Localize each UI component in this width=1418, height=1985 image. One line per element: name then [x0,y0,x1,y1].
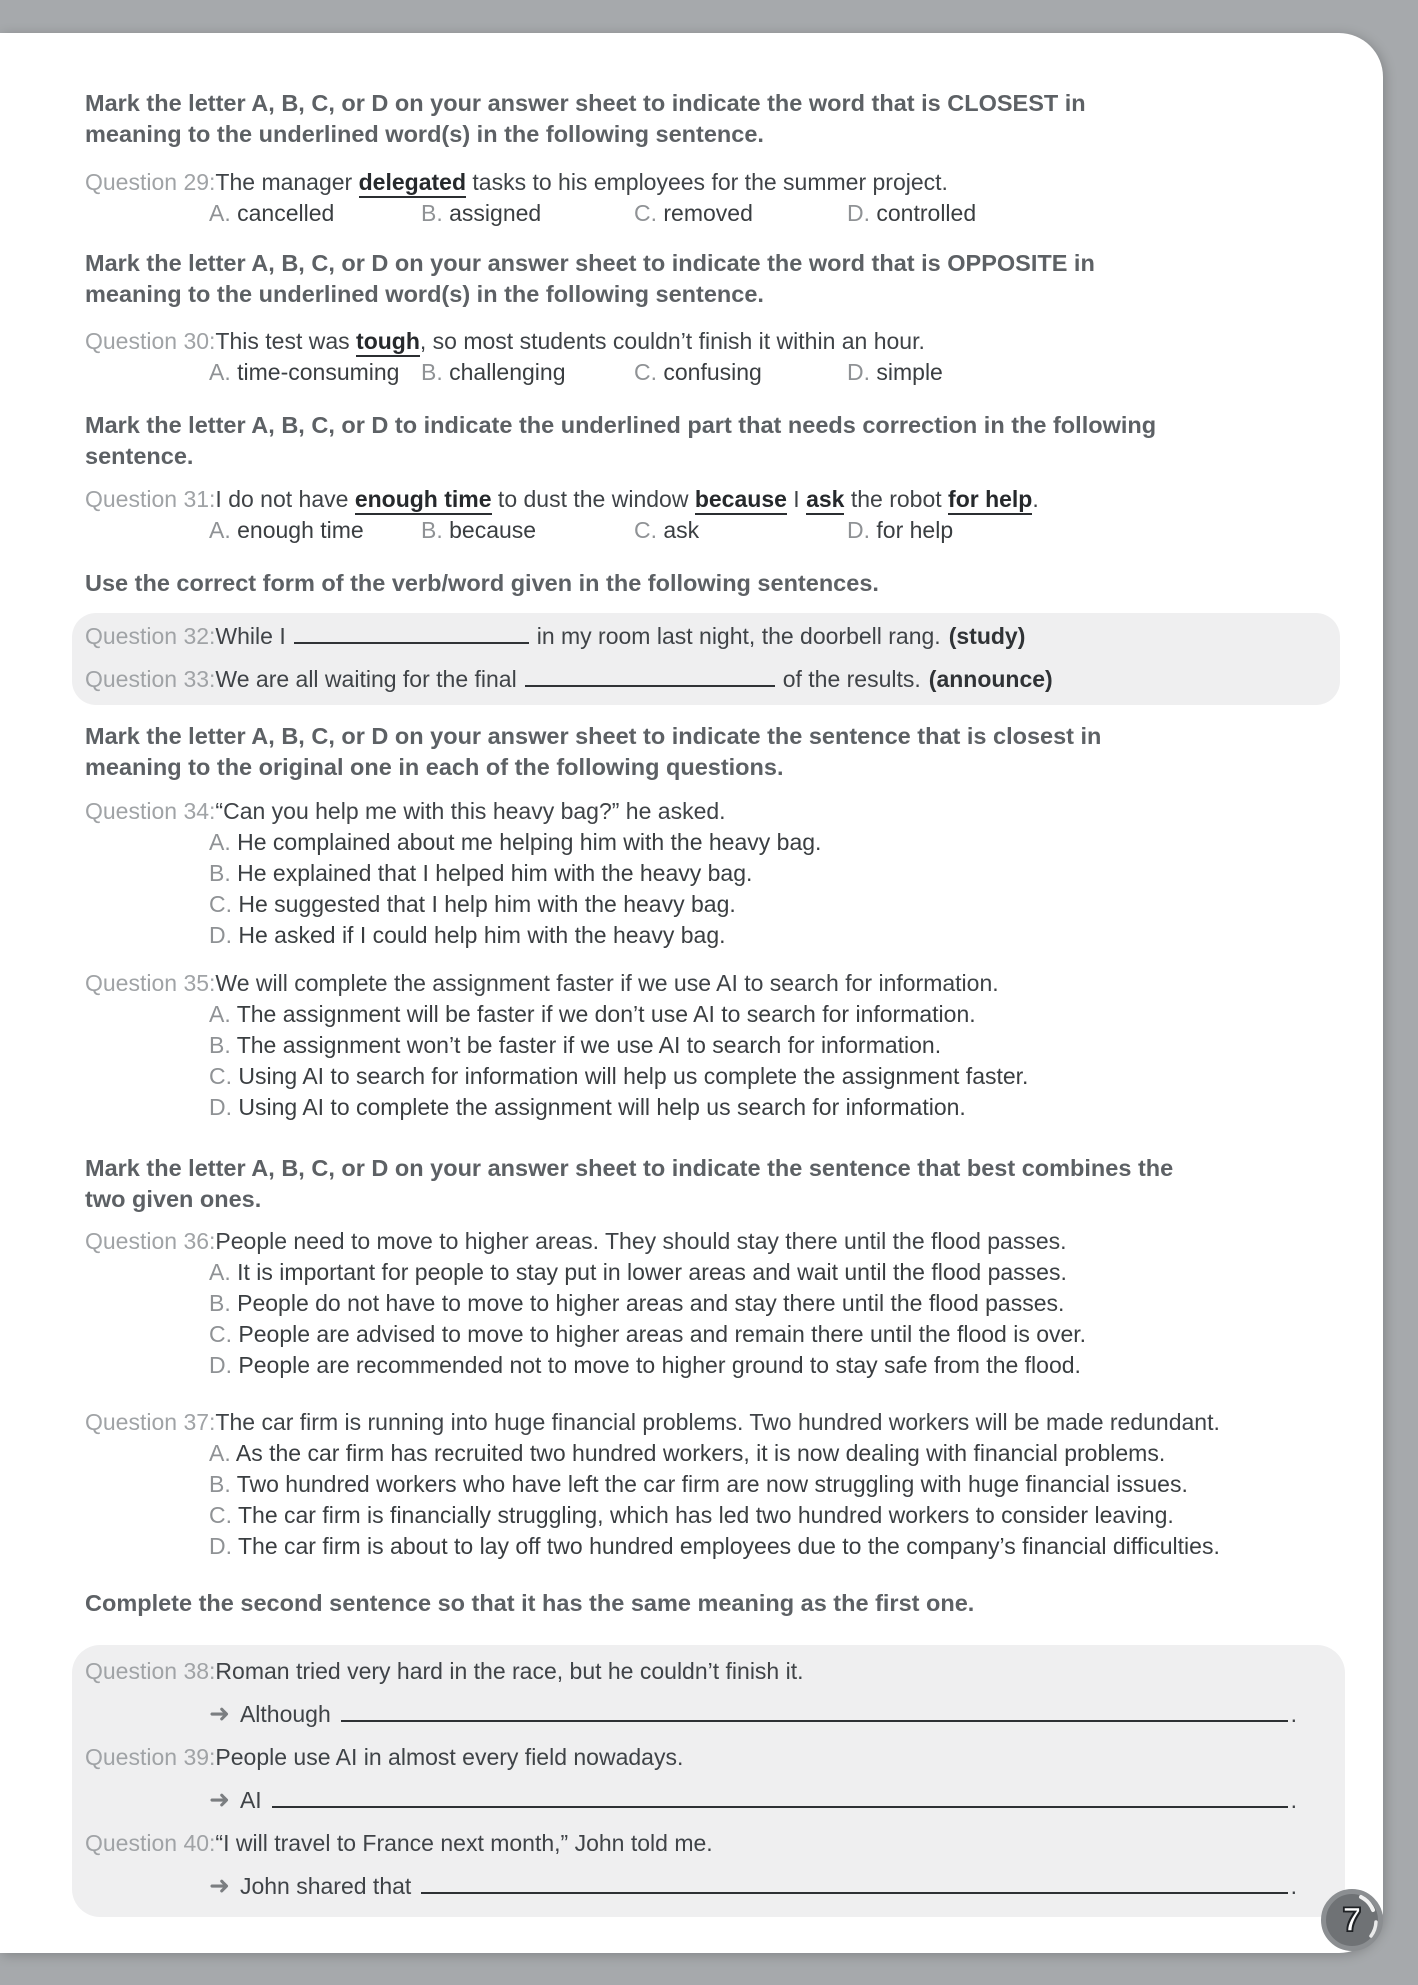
question-sentence: “I will travel to France next month,” John told me. [215,1830,713,1856]
header-line: two given ones. [85,1186,262,1212]
option-text: He complained about me helping him with the heavy bag. [237,829,822,855]
option-letter: B. [421,200,443,226]
option-text: He suggested that I help him with the heavy bag. [238,891,736,917]
worksheet-content [85,88,1370,1917]
option-text: The car firm is about to lay off two hundred employees due to the company’s financial difficulties. [237,1533,1220,1559]
option-c [634,357,847,388]
text: the robot [844,486,949,512]
question-label: Question 37: [85,1409,216,1435]
sentence-period: . [1290,1701,1297,1727]
question-label: Question 29: [85,169,216,195]
option-b [421,198,634,229]
question-37-line [85,1407,1370,1438]
question-sentence [215,167,948,198]
text: . [1032,486,1039,512]
question-30 [85,326,1370,388]
option-letter: B. [209,1471,231,1497]
option-letter: A. [209,517,231,543]
text: This test was [215,328,357,354]
option-letter: D. [209,1533,232,1559]
question-label: Question 36: [85,1228,216,1254]
answer-blank [294,642,529,644]
underlined-word: delegated [359,169,466,198]
question-29-line [85,167,1370,198]
option-text: controlled [876,200,977,226]
header-line: Complete the second sentence so that it has the same meaning as the first one. [85,1590,975,1616]
section-header-combine [85,1153,1370,1215]
option-c [634,515,847,546]
arrow-icon: ➜ [209,1700,230,1728]
section-header-opposite [85,248,1370,310]
option-letter: A. [209,1259,231,1285]
option-letter: A. [209,359,231,385]
question-sentence [215,664,1052,695]
answer-blank [421,1892,1287,1894]
header-line: Mark the letter A, B, C, or D on your answer sheet to indicate the sentence that is closest in [85,723,1102,749]
question-sentence: The car firm is running into huge financial problems. Two hundred workers will be made redundant. [215,1409,1220,1435]
question-label: Question 30: [85,328,216,354]
option-text: for help [876,517,954,543]
header-line: meaning to the original one in each of the following questions. [85,754,784,780]
answer-blank [272,1806,1288,1808]
underlined-word: tough [356,328,420,357]
question-34 [85,796,1370,951]
question-34-line [85,796,1370,827]
option-d [209,1350,1370,1381]
option-letter: D. [847,517,870,543]
arrow-icon: ➜ [209,1786,230,1814]
question-40 [85,1828,1297,1859]
option-d [209,1092,1370,1123]
question-35-line [85,968,1370,999]
question-30-line [85,326,1370,357]
option-a [209,198,421,229]
text: , so most students couldn’t finish it within an hour. [419,328,925,354]
option-letter: D. [209,922,232,948]
option-text: Using AI to search for information will help us complete the assignment faster. [238,1063,1029,1089]
header-line: Use the correct form of the verb/word given in the following sentences. [85,570,879,596]
question-sentence: Roman tried very hard in the race, but he couldn’t finish it. [215,1658,804,1684]
option-text: People are advised to move to higher areas and remain there until the flood is over. [238,1321,1087,1347]
arrow-icon: ➜ [209,1872,230,1900]
option-text: He asked if I could help him with the heavy bag. [238,922,726,948]
answer-options-row [209,515,1370,546]
option-letter: C. [634,359,657,385]
underlined-part: for help [948,486,1032,515]
answer-options-list [209,1438,1370,1562]
underlined-part: because [695,486,787,515]
header-line: Mark the letter A, B, C, or D to indicate the underlined part that needs correction in the following [85,412,1157,438]
option-d [209,1531,1370,1562]
question-sentence: People need to move to higher areas. They should stay there until the flood passes. [215,1228,1067,1254]
option-letter: C. [634,200,657,226]
rewrite-box [72,1645,1345,1917]
option-text: It is important for people to stay put in lower areas and wait until the flood passes. [237,1259,1067,1285]
option-b [209,858,1370,889]
option-b [421,357,634,388]
answer-options-row [209,198,1370,229]
option-text: because [449,517,537,543]
section-header-verb-form [85,568,1370,599]
question-label: Question 34: [85,798,216,824]
verb-hint: (announce) [928,666,1053,692]
option-a [209,827,1370,858]
option-letter: D. [847,359,870,385]
option-letter: B. [209,860,231,886]
answer-options-list [209,1257,1370,1381]
underlined-part: enough time [355,486,492,515]
question-sentence [215,326,924,357]
question-sentence: People use AI in almost every field nowadays. [215,1744,684,1770]
option-a [209,999,1370,1030]
underlined-part: ask [806,486,844,515]
text: I [786,486,807,512]
option-text: assigned [449,200,542,226]
header-line: Mark the letter A, B, C, or D on your answer sheet to indicate the sentence that best combines the [85,1155,1174,1181]
question-label: Question 38: [85,1658,216,1684]
option-letter: A. [209,1440,231,1466]
option-text: time-consuming [237,359,400,385]
section-header-correction [85,410,1370,472]
sentence-period: . [1290,1873,1297,1899]
option-text: The assignment won’t be faster if we use AI to search for information. [236,1032,942,1058]
option-d [847,357,1370,388]
answer-blank [341,1720,1288,1722]
option-letter: C. [209,1502,232,1528]
question-36-line [85,1226,1370,1257]
option-text: People are recommended not to move to higher ground to stay safe from the flood. [238,1352,1081,1378]
question-label: Question 33: [85,666,216,692]
option-letter: A. [209,1001,231,1027]
option-d [847,515,1370,546]
option-letter: D. [847,200,870,226]
question-sentence [215,484,1038,515]
option-d [847,198,1370,229]
question-32 [85,621,1340,652]
option-a [209,515,421,546]
answer-options-list [209,827,1370,951]
worksheet-page [0,33,1383,1953]
header-line: sentence. [85,443,194,469]
option-letter: C. [209,891,232,917]
option-text: As the car firm has recruited two hundred workers, it is now dealing with financial problems. [235,1440,1166,1466]
text: I do not have [215,486,355,512]
option-letter: D. [209,1352,232,1378]
answer-options-list [209,999,1370,1123]
option-c [209,889,1370,920]
option-a [209,1257,1370,1288]
question-sentence [215,621,1025,652]
text: While I [215,623,286,649]
question-36 [85,1226,1370,1381]
section-header-closest [85,88,1370,150]
option-letter: A. [209,200,231,226]
text: of the results. [782,666,921,692]
page-number: 7 [1342,1901,1362,1939]
option-c [209,1319,1370,1350]
question-39 [85,1742,1297,1773]
question-38 [85,1656,1297,1687]
question-sentence: “Can you help me with this heavy bag?” he asked. [215,798,726,824]
option-c [209,1061,1370,1092]
option-text: The car firm is financially struggling, which has led two hundred workers to consider leaving. [237,1502,1174,1528]
option-text: Two hundred workers who have left the car firm are now struggling with huge financial issues. [236,1471,1188,1497]
option-text: He explained that I helped him with the heavy bag. [237,860,753,886]
option-letter: B. [209,1290,231,1316]
option-letter: C. [209,1063,232,1089]
sentence-period: . [1290,1787,1297,1813]
option-text: confusing [663,359,762,385]
header-line: meaning to the underlined word(s) in the following sentence. [85,281,764,307]
option-letter: C. [209,1321,232,1347]
rewrite-prompt: John shared that [239,1873,412,1899]
header-line: Mark the letter A, B, C, or D on your answer sheet to indicate the word that is CLOSEST in [85,90,1086,116]
text: tasks to his employees for the summer project. [466,169,948,195]
question-37 [85,1407,1370,1562]
option-d [209,920,1370,951]
rewrite-line-40 [209,1871,1297,1902]
option-b [209,1469,1370,1500]
text: The manager [215,169,359,195]
rewrite-line-39 [209,1785,1297,1816]
question-31-line [85,484,1370,515]
option-c [209,1500,1370,1531]
option-text: enough time [237,517,364,543]
question-sentence: We will complete the assignment faster if we use AI to search for information. [215,970,999,996]
question-label: Question 40: [85,1830,216,1856]
fill-in-box [72,613,1340,705]
option-letter: D. [209,1094,232,1120]
header-line: meaning to the underlined word(s) in the following sentence. [85,121,764,147]
rewrite-prompt: AI [239,1787,262,1813]
option-b [209,1030,1370,1061]
option-a [209,1438,1370,1469]
option-text: The assignment will be faster if we don’t use AI to search for information. [236,1001,976,1027]
question-31 [85,484,1370,546]
option-letter: A. [209,829,231,855]
header-line: Mark the letter A, B, C, or D on your answer sheet to indicate the word that is OPPOSITE in [85,250,1095,276]
option-text: Using AI to complete the assignment will help us search for information. [238,1094,966,1120]
option-letter: C. [634,517,657,543]
option-text: challenging [449,359,566,385]
text: to dust the window [491,486,695,512]
rewrite-prompt: Although [239,1701,331,1727]
question-33 [85,664,1340,695]
question-label: Question 31: [85,486,216,512]
verb-hint: (study) [948,623,1026,649]
text: We are all waiting for the final [215,666,517,692]
option-b [421,515,634,546]
question-29 [85,167,1370,229]
option-text: People do not have to move to higher areas and stay there until the flood passes. [237,1290,1065,1316]
page-number-badge [1321,1889,1383,1951]
option-letter: B. [209,1032,231,1058]
option-text: cancelled [237,200,335,226]
text: in my room last night, the doorbell rang. [536,623,941,649]
option-b [209,1288,1370,1319]
option-text: ask [663,517,700,543]
option-letter: B. [421,359,443,385]
question-35 [85,968,1370,1123]
question-label: Question 35: [85,970,216,996]
section-header-closest-sentence [85,721,1370,783]
question-label: Question 32: [85,623,216,649]
option-a [209,357,421,388]
option-letter: B. [421,517,443,543]
answer-blank [525,685,775,687]
option-text: simple [876,359,943,385]
rewrite-line-38 [209,1699,1297,1730]
section-header-rewrite [85,1588,1370,1619]
question-label: Question 39: [85,1744,216,1770]
option-c [634,198,847,229]
option-text: removed [663,200,753,226]
answer-options-row [209,357,1370,388]
